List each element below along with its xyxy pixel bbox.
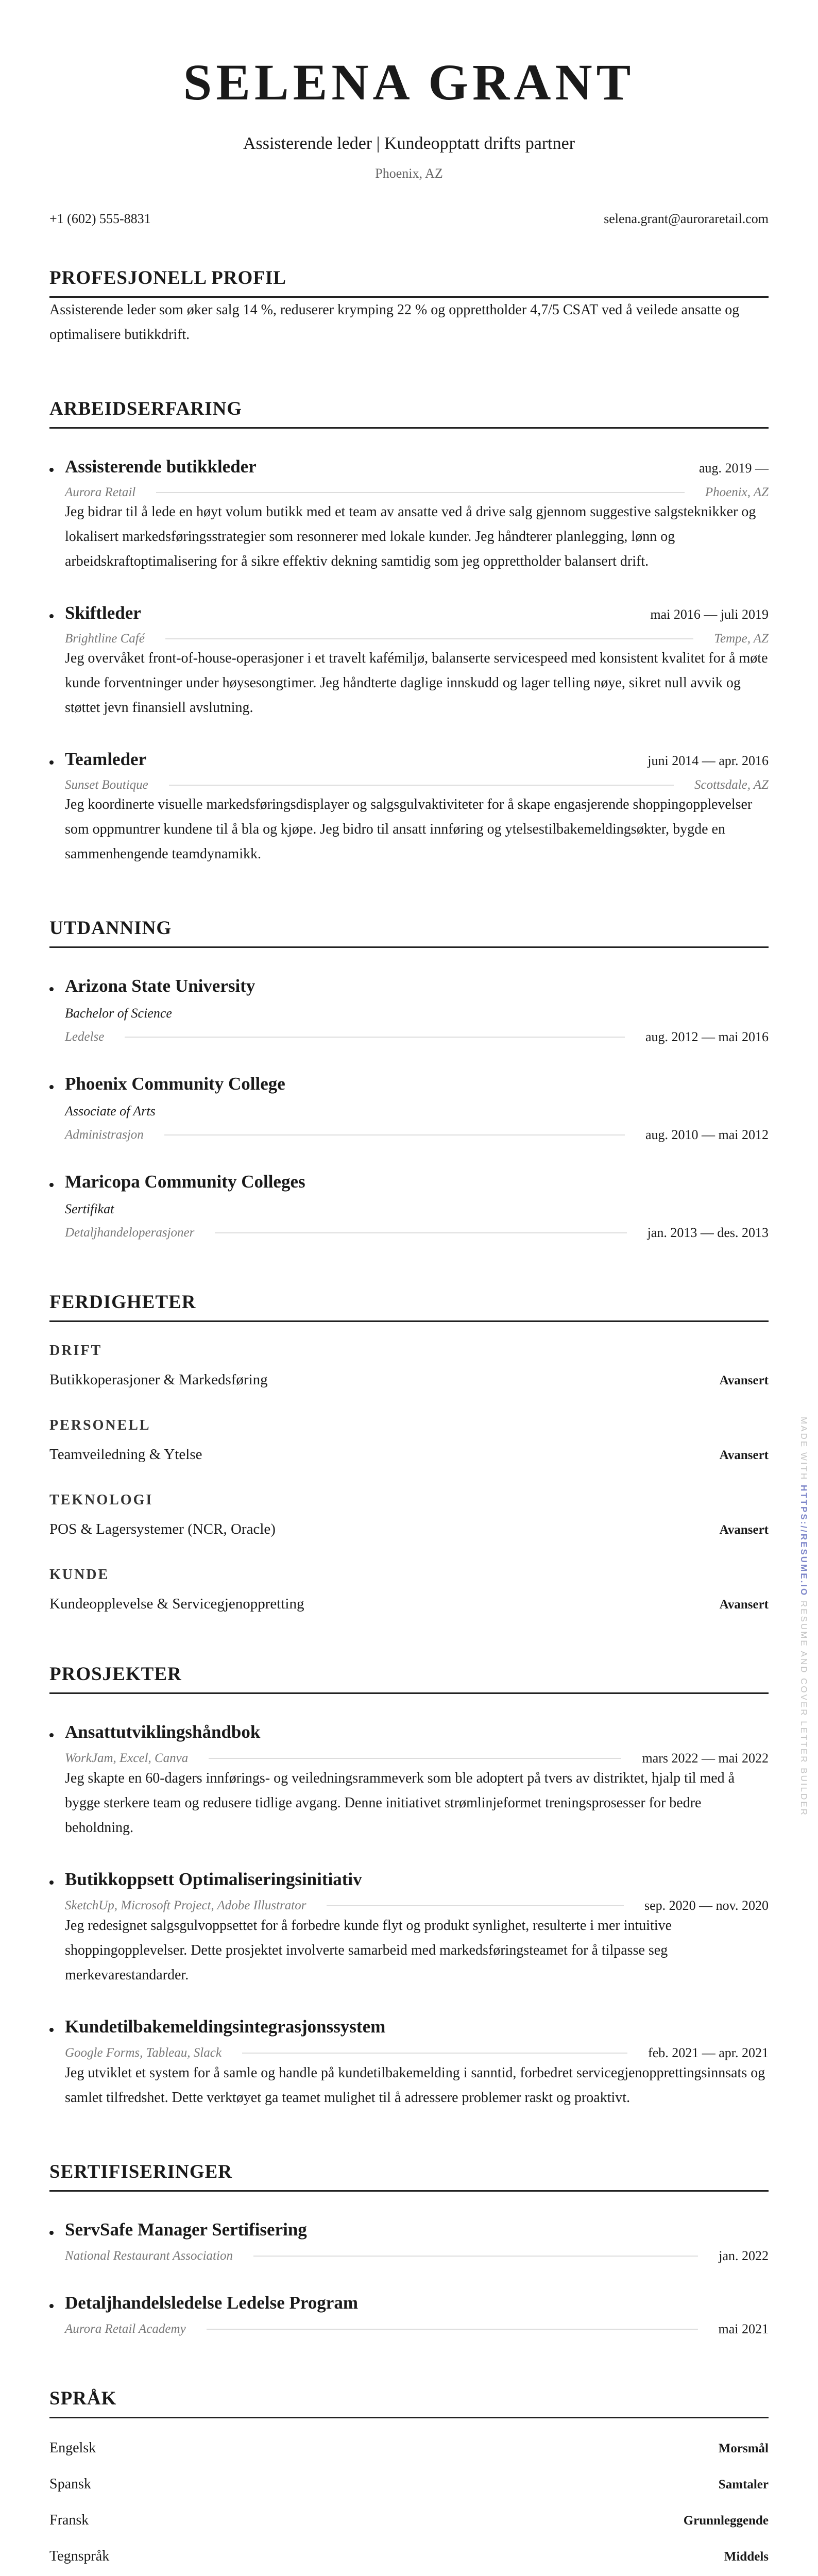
language-row [49, 2512, 769, 2529]
divider-line [164, 1134, 625, 1136]
job-location: Phoenix, AZ [705, 485, 769, 499]
experience-entry [49, 749, 769, 867]
education-list [49, 976, 769, 1241]
profile-section [49, 267, 769, 347]
project-entry [49, 2016, 769, 2110]
language-row [49, 2476, 769, 2493]
experience-entry-head [65, 749, 769, 770]
watermark-prefix: MADE WITH [799, 1417, 809, 1481]
job-description: Jeg bidrar til å lede en høyt volum butikk med et team av ansatte ved å drive salg gjennom suggestive salgsteknikker og lokalisert markedsføringsstrategier som resonnerer med lokale kunder. Jeg håndterer planlegging, lønn og arbeidskraftoptimalisering for å sikre effektiv dekning samtidig som jeg opprettholder balansert drift. [65, 504, 756, 569]
education-entry-head [65, 1074, 769, 1094]
profile-text: Assisterende leder som øker salg 14 %, reduserer krymping 22 % og opprettholder 4,7/5 CSAT ved å veilede ansatte og optimalisere butikkdrift. [49, 302, 740, 343]
section-title-skills: FERDIGHETER [49, 1291, 769, 1322]
experience-entry-sub [65, 778, 769, 792]
education-entry [49, 976, 769, 1045]
field-of-study: Detaljhandeloperasjoner [65, 1226, 195, 1240]
education-entry [49, 1172, 769, 1241]
skill-row [49, 1446, 769, 1463]
language-level: Samtaler [718, 2478, 769, 2492]
education-section [49, 917, 769, 1241]
degree-name: Associate of Arts [65, 1104, 156, 1118]
skill-name: Kundeopplevelse & Servicegjenoppretting [49, 1596, 304, 1612]
language-name: Fransk [49, 2512, 89, 2528]
divider-line [209, 1758, 621, 1759]
candidate-name: SELENA GRANT [183, 54, 635, 111]
job-dates: aug. 2019 — [698, 461, 769, 476]
experience-section [49, 398, 769, 867]
skill-level: Avansert [719, 1374, 769, 1387]
section-title-education: UTDANNING [49, 917, 769, 948]
divider-line [169, 785, 674, 786]
experience-list [49, 456, 769, 867]
language-name: Engelsk [49, 2440, 96, 2456]
job-title: Teamleder [65, 749, 147, 769]
language-level: Middels [724, 2550, 769, 2564]
experience-entry-head [65, 456, 769, 477]
education-entry [49, 1074, 769, 1143]
certification-date: jan. 2022 [719, 2248, 769, 2263]
school-name: Phoenix Community College [65, 1074, 285, 1094]
skill-group [49, 1343, 769, 1388]
education-entry-head [65, 1172, 769, 1192]
watermark-link[interactable]: HTTPS://RESUME.IO [799, 1485, 809, 1597]
education-dates: jan. 2013 — des. 2013 [647, 1225, 769, 1240]
language-name: Spansk [49, 2476, 91, 2492]
languages-section [49, 2387, 769, 2565]
certification-entry-sub [65, 2321, 769, 2337]
skill-name: Teamveiledning & Ytelse [49, 1446, 202, 1463]
education-dates: aug. 2012 — mai 2016 [645, 1029, 769, 1044]
project-description: Jeg utviklet et system for å samle og handle på kundetilbakemelding i sanntid, forbedret servicegjenopprettingsinnsats og samlet tilfredshet. Dette verktøyet ga teamet mulighet til å adressere problemer raskt og proaktivt. [65, 2065, 765, 2106]
certification-issuer: National Restaurant Association [65, 2249, 233, 2263]
project-entry-head [65, 1722, 769, 1742]
experience-entry [49, 456, 769, 574]
divider-line [242, 2053, 627, 2054]
skill-level: Avansert [719, 1523, 769, 1537]
certifications-list [49, 2219, 769, 2337]
project-entry-sub [65, 1898, 769, 1913]
candidate-headline: Assisterende leder | Kundeopptatt drifts partner [243, 134, 575, 153]
resume-page [49, 0, 769, 2576]
section-title-languages: SPRÅK [49, 2387, 769, 2418]
degree-name: Bachelor of Science [65, 1006, 172, 1021]
skill-category: DRIFT [49, 1343, 103, 1359]
contact-row [49, 211, 769, 227]
skill-name: Butikkoperasjoner & Markedsføring [49, 1371, 268, 1388]
certification-entry [49, 2219, 769, 2264]
language-row [49, 2548, 769, 2565]
experience-entry-head [65, 603, 769, 623]
skill-category: KUNDE [49, 1567, 110, 1583]
project-name: Ansattutviklingshåndbok [65, 1722, 261, 1742]
school-name: Maricopa Community Colleges [65, 1172, 305, 1192]
education-dates: aug. 2010 — mai 2012 [645, 1127, 769, 1142]
education-entry-head [65, 976, 769, 996]
skill-category: PERSONELL [49, 1417, 151, 1433]
project-entry [49, 1869, 769, 1988]
skill-name: POS & Lagersystemer (NCR, Oracle) [49, 1521, 276, 1537]
certifications-section [49, 2161, 769, 2337]
section-title-certifications: SERTIFISERINGER [49, 2161, 769, 2192]
job-dates: juni 2014 — apr. 2016 [647, 753, 769, 768]
certification-entry-sub [65, 2248, 769, 2264]
project-dates: mars 2022 — mai 2022 [642, 1751, 769, 1766]
resume-header [49, 0, 769, 181]
education-entry-sub [65, 1127, 769, 1143]
experience-entry-sub [65, 632, 769, 646]
project-entry-head [65, 2016, 769, 2037]
project-tools: Google Forms, Tableau, Slack [65, 2046, 221, 2060]
divider-line [207, 2329, 698, 2330]
project-entry [49, 1722, 769, 1840]
project-description: Jeg skapte en 60-dagers innførings- og veiledningsrammeverk som ble adoptert på tvers av distriktet, hjalp til med å bygge sterkere team og redusere tidlige avgang. Denne initiativet strømlinjeformet treningsprosesser for bedre beholdning. [65, 1770, 735, 1836]
project-dates: sep. 2020 — nov. 2020 [644, 1898, 769, 1913]
divider-line [215, 1232, 626, 1233]
project-dates: feb. 2021 — apr. 2021 [648, 2045, 769, 2060]
experience-entry [49, 603, 769, 720]
skill-row [49, 1371, 769, 1388]
email-address[interactable]: selena.grant@auroraretail.com [604, 211, 769, 226]
languages-list [49, 2440, 769, 2565]
phone-number[interactable]: +1 (602) 555-8831 [49, 211, 151, 226]
project-tools: SketchUp, Microsoft Project, Adobe Illustrator [65, 1899, 306, 1912]
skills-section [49, 1291, 769, 1613]
divider-line [253, 2256, 698, 2257]
company-name: Brightline Café [65, 632, 145, 646]
section-title-projects: PROSJEKTER [49, 1663, 769, 1694]
project-name: Butikkoppsett Optimaliseringsinitiativ [65, 1869, 362, 1889]
school-name: Arizona State University [65, 976, 255, 996]
project-name: Kundetilbakemeldingsintegrasjonssystem [65, 2016, 386, 2037]
skill-group [49, 1417, 769, 1463]
certification-issuer: Aurora Retail Academy [65, 2322, 186, 2336]
project-entry-sub [65, 2045, 769, 2061]
projects-section [49, 1663, 769, 2110]
skill-category: TEKNOLOGI [49, 1492, 154, 1508]
divider-line [165, 638, 694, 639]
language-name: Tegnspråk [49, 2548, 110, 2564]
language-level: Morsmål [718, 2442, 769, 2455]
certification-date: mai 2021 [718, 2321, 769, 2336]
language-level: Grunnleggende [683, 2514, 769, 2528]
certification-entry-head [65, 2293, 769, 2313]
field-of-study: Administrasjon [65, 1128, 144, 1142]
job-title: Assisterende butikkleder [65, 456, 257, 477]
builder-watermark [798, 1417, 809, 1817]
job-description: Jeg koordinerte visuelle markedsføringsdisplayer og salgsgulvaktiviteter for å skape engasjerende shoppingopplevelser som oppmuntrer kundene til å bla og kjøpe. Jeg bidro til ansatt innføring og ytelsestilbakemeldingsøkter, bygde en sammenhengende teamdynamikk. [65, 796, 753, 862]
projects-list [49, 1722, 769, 2110]
divider-line [125, 1037, 625, 1038]
company-name: Aurora Retail [65, 485, 136, 499]
job-title: Skiftleder [65, 603, 141, 623]
project-description: Jeg redesignet salgsgulvoppsettet for å forbedre kunde flyt og produkt synlighet, resulterte i mer intuitive shoppingopplevelser. Dette prosjektet involverte samarbeid med markedsføringsteamet for å tilpasse seg merkevarestandarder. [65, 1918, 672, 1983]
project-tools: WorkJam, Excel, Canva [65, 1751, 189, 1765]
project-entry-sub [65, 1751, 769, 1766]
job-location: Tempe, AZ [714, 632, 769, 646]
section-title-profile: PROFESJONELL PROFIL [49, 267, 769, 298]
job-description: Jeg overvåket front-of-house-operasjoner i et travelt kafémiljø, balanserte servicespeed med konsistent kvalitet for å møte kunde forventninger under høysesongtimer. Jeg håndterte daglige innskudd og lager telling nøye, sikret null avvik og støttet jevn finansiell avslutning. [65, 650, 768, 716]
divider-line [327, 1905, 624, 1906]
certification-entry [49, 2293, 769, 2337]
degree-name: Sertifikat [65, 1201, 114, 1216]
skill-group [49, 1567, 769, 1613]
candidate-location: Phoenix, AZ [375, 166, 443, 181]
certification-entry-head [65, 2219, 769, 2240]
divider-line [156, 492, 685, 493]
company-name: Sunset Boutique [65, 778, 148, 792]
job-location: Scottsdale, AZ [694, 778, 769, 792]
field-of-study: Ledelse [65, 1030, 105, 1044]
education-entry-sub [65, 1225, 769, 1241]
certification-name: ServSafe Manager Sertifisering [65, 2219, 307, 2240]
certification-name: Detaljhandelsledelse Ledelse Program [65, 2293, 358, 2313]
skill-group [49, 1492, 769, 1538]
watermark-suffix: RESUME AND COVER LETTER BUILDER [799, 1600, 809, 1817]
skill-level: Avansert [719, 1598, 769, 1612]
skill-row [49, 1596, 769, 1613]
experience-entry-sub [65, 485, 769, 500]
section-title-experience: ARBEIDSERFARING [49, 398, 769, 429]
skill-row [49, 1521, 769, 1538]
skills-list [49, 1343, 769, 1613]
job-dates: mai 2016 — juli 2019 [650, 607, 769, 622]
project-entry-head [65, 1869, 769, 1890]
education-entry-sub [65, 1029, 769, 1045]
skill-level: Avansert [719, 1448, 769, 1462]
language-row [49, 2440, 769, 2456]
